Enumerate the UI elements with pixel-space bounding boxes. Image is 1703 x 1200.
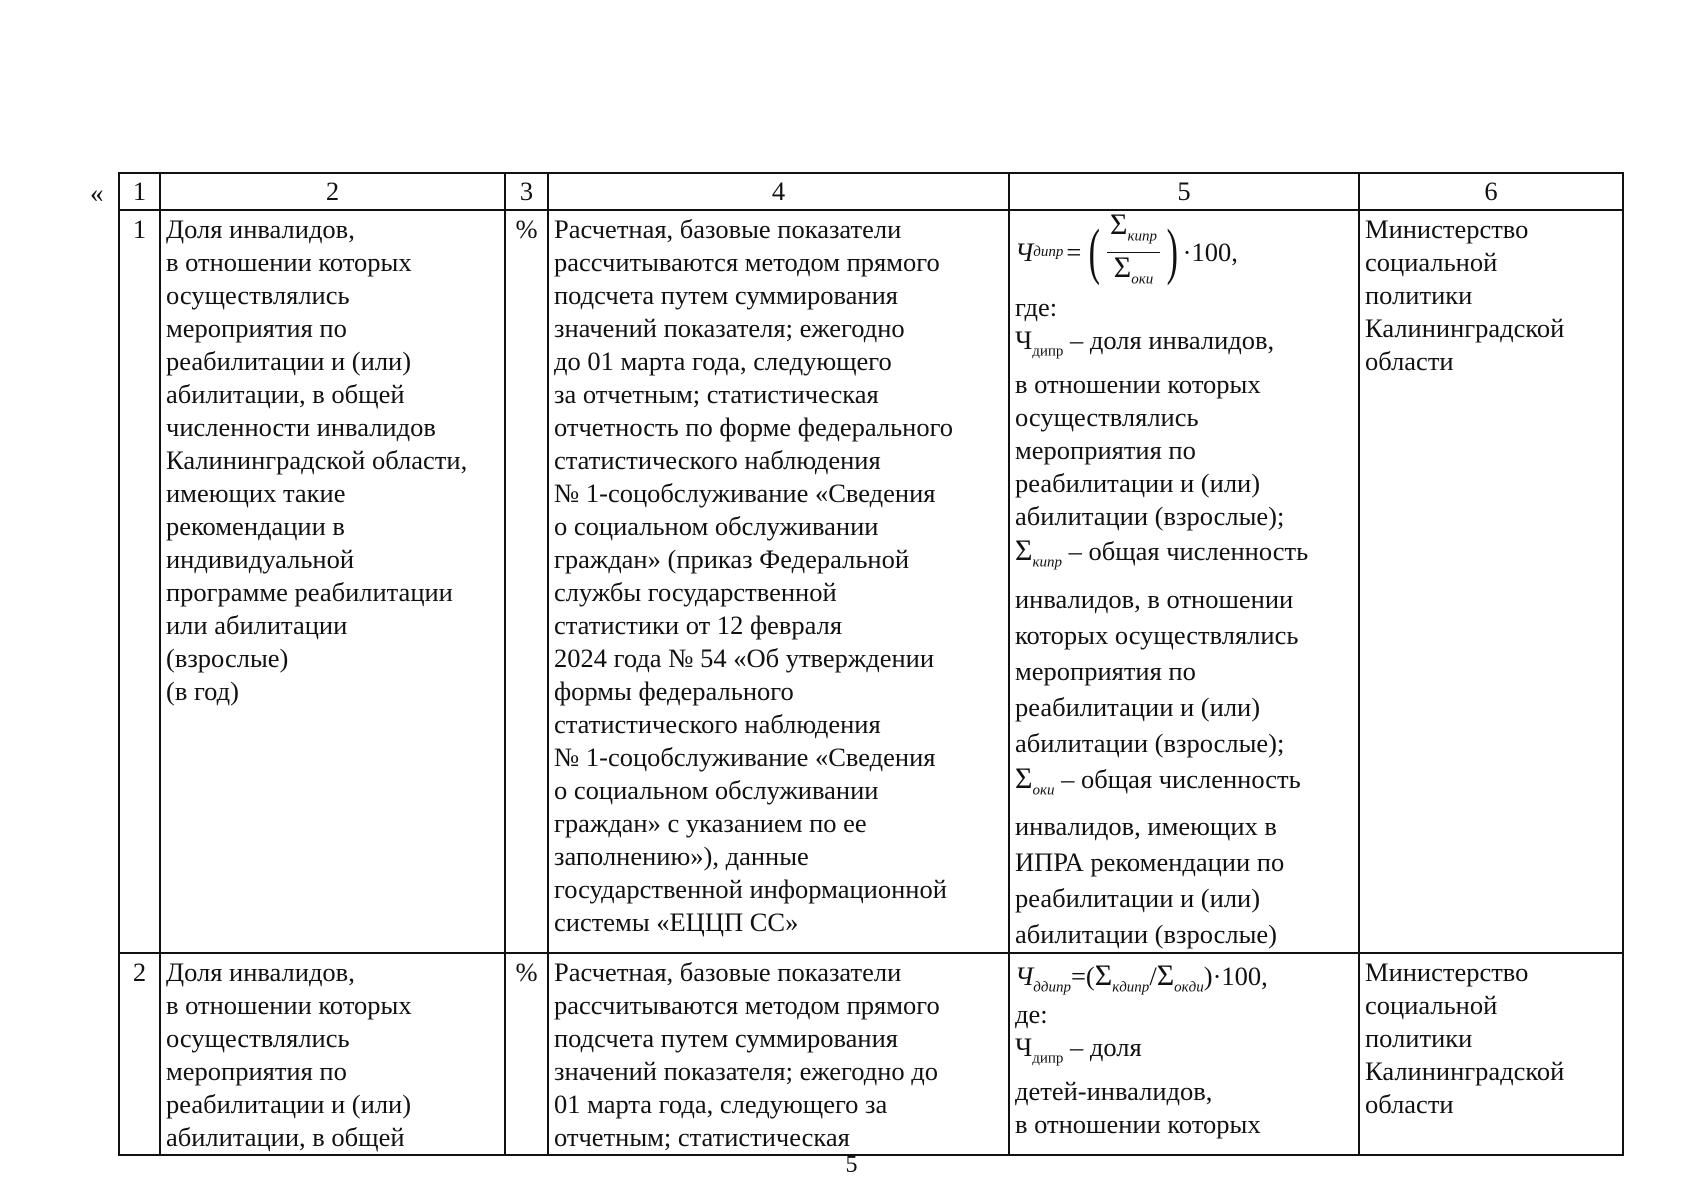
def-text: – общая численность инвалидов, имеющих в ИПРА рекомендации по реабилитации и (или) абилитации (взрослые) [1015, 763, 1301, 949]
formula-lhs-sub: ддипр [1033, 979, 1071, 996]
def-sub: оки [1032, 781, 1055, 798]
definition-item [1015, 533, 1353, 760]
formula-lhs: Ч [1015, 236, 1034, 267]
def-sub: дипр [1032, 1050, 1064, 1067]
unit-cell: % [505, 953, 548, 1155]
formula: Ч дипр = ( $\frac{\Sigma_{кипр}}{\Sigma_{оки}}$ ) ·100, [1015, 213, 1238, 291]
def-sub: кипр [1032, 554, 1062, 571]
header-cell-3: 3 [505, 173, 548, 210]
header-cell-6: 6 [1359, 173, 1623, 210]
definition-item [1015, 1031, 1353, 1141]
responsible-cell: Министерство социальной политики Калининградской области [1359, 953, 1623, 1155]
responsible-cell: Министерство социальной политики Калининградской области [1359, 210, 1623, 953]
formula-tail: ·100, [1182, 236, 1238, 267]
indicator-name: Доля инвалидов, в отношении которых осуществлялись мероприятия по реабилитации и (или) абилитации, в общей численности инвалидов Калининградской области, имеющих такие рекомендации в индивидуальной программе реабилитации или абилитации (взрослые) (в год) [160, 210, 505, 953]
formula: $Ч_{ддипр}=(\Sigma_{кдипр}/\Sigma_{окди})\cdot 100$, [1015, 958, 1268, 996]
def-symbol: Ч [1015, 1031, 1033, 1062]
formula-num-sub: кипр [1127, 228, 1157, 245]
formula-lhs: Ч [1015, 960, 1034, 991]
formula-mid-sub1: кдипр [1112, 979, 1150, 996]
header-cell-1: 1 [119, 173, 160, 210]
def-symbol: Ч [1015, 325, 1033, 355]
def-text: – доля детей-инвалидов, в отношении которых [1015, 1031, 1261, 1140]
page-number: 5 [845, 1152, 858, 1178]
def-text: – общая численность инвалидов, в отношении которых осуществлялись мероприятия по реабилитации и (или) абилитации (взрослые); [1015, 536, 1309, 758]
table-row [119, 210, 1623, 953]
formula-lhs-sub: дипр [1033, 243, 1064, 260]
def-sub: дипр [1032, 343, 1064, 360]
definition-item [1015, 324, 1353, 533]
def-symbol: Σ [1015, 534, 1033, 568]
formula-den-sub: оки [1131, 270, 1154, 287]
def-symbol: Σ [1015, 761, 1033, 795]
def-text: – доля инвалидов, в отношении которых осуществлялись мероприятия по реабилитации и (или) абилитации (взрослые); [1015, 325, 1285, 532]
table-row [119, 953, 1623, 1155]
method-cell: Расчетная, базовые показатели рассчитываются методом прямого подсчета путем суммирования значений показателя; ежегодно до 01 марта года, следующего за отчетным; статистическая [548, 953, 1009, 1155]
formula-fraction: $\frac{\Sigma_{кипр}}{\Sigma_{оки}}$ [1107, 210, 1160, 294]
where-label: де: [1015, 998, 1048, 1029]
where-label: где: [1015, 292, 1058, 322]
opening-quote: « [90, 178, 104, 208]
header-cell-2: 2 [160, 173, 505, 210]
indicator-name: Доля инвалидов, в отношении которых осуществлялись мероприятия по реабилитации и (или) абилитации, в общей [160, 953, 505, 1155]
table-header-row [119, 173, 1623, 210]
formula-mid-sub2: окди [1174, 979, 1204, 996]
formula-tail: ·100, [1212, 960, 1268, 991]
row-number: 1 [119, 210, 160, 953]
definition-item [1015, 761, 1353, 952]
formula-cell [1009, 953, 1359, 1155]
formula-cell [1009, 210, 1359, 953]
unit-cell: % [505, 210, 548, 953]
header-cell-5: 5 [1009, 173, 1359, 210]
header-cell-4: 4 [548, 173, 1009, 210]
indicators-table [118, 172, 1624, 1156]
method-cell: Расчетная, базовые показатели рассчитываются методом прямого подсчета путем суммирования значений показателя; ежегодно до 01 марта года, следующего за отчетным; статистическая отчетность по форме федерального статистического наблюдения № 1-соцобслуживание «Сведения о социальном обслуживании граждан» (приказ Федеральной службы государственной статистики от 12 февраля 2024 года № 54 «Об утверждении формы федерального статистического наблюдения № 1-соцобслуживание «Сведения о социальном обслуживании граждан» с указанием по ее заполнению»), данные государственной информационной системы «ЕЦЦП СС» [548, 210, 1009, 953]
row-number: 2 [119, 953, 160, 1155]
